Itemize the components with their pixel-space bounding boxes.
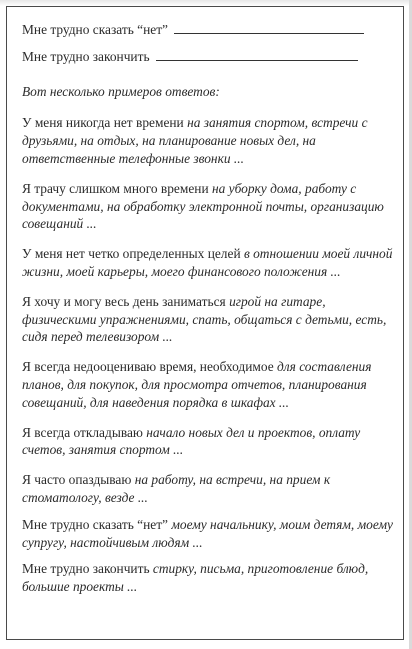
example-answer: игрой на гитаре, физическими упражнениями, спать, общаться с детьми, есть, сидя перед телевизором ... [22, 293, 387, 345]
example-answer: на работу, на встречи, на прием к стоматологу, везде ... [22, 472, 331, 505]
example-answer: для составления планов, для покупок, для просмотра отчетов, планирования совещаний, для наведения порядка в шкафах ... [22, 359, 372, 410]
example-lead: У меня нет четко определенных целей [22, 246, 244, 262]
example-item [22, 245, 400, 281]
example-answer: моему начальнику, моим детям, моему супругу, настойчивым людям ... [22, 516, 393, 550]
example-answer: на занятия спортом, встречи с друзьями, на отдых, на планирование новых дел, на ответственные телефонные звонки ... [22, 115, 368, 166]
example-item [22, 516, 400, 552]
example-item [22, 560, 400, 596]
example-answer: в отношении моей личной жизни, моей карьеры, моего финансового положения ... [22, 246, 393, 279]
example-item [22, 424, 400, 460]
example-lead: Я всегда откладываю [22, 424, 147, 440]
example-lead: Мне трудно закончить [22, 561, 153, 577]
answer-blank[interactable] [156, 48, 358, 61]
example-lead: Я хочу и могу весь день заниматься [22, 293, 230, 309]
example-lead: Я трачу слишком много времени [22, 180, 212, 196]
worksheet-content [22, 21, 400, 605]
fill-line-finish [22, 48, 400, 66]
example-answer: начало новых дел и проектов, оплату счетов, занятия спортом ... [22, 424, 361, 458]
examples-intro: Вот несколько примеров ответов: [22, 83, 220, 99]
example-lead: У меня никогда нет времени [22, 115, 188, 131]
example-lead: Я всегда недооцениваю время, необходимое [22, 359, 278, 375]
fill-line-say-no [22, 21, 400, 39]
fill-line-label: Мне трудно закончить [22, 48, 150, 64]
example-item [22, 180, 400, 233]
example-lead: Мне трудно сказать “нет” [22, 516, 172, 532]
example-item [22, 358, 400, 411]
example-item [22, 114, 400, 167]
example-answer: на уборку дома, работу с документами, на обработку электронной почты, организацию совещаний ... [22, 180, 384, 232]
fill-line-label: Мне трудно сказать “нет” [22, 22, 169, 37]
example-answer: стирку, письма, приготовление блюд, большие проекты ... [22, 561, 369, 595]
answer-blank[interactable] [174, 21, 364, 34]
example-item [22, 293, 400, 346]
example-lead: Я часто опаздываю [22, 472, 135, 488]
example-item [22, 471, 400, 507]
